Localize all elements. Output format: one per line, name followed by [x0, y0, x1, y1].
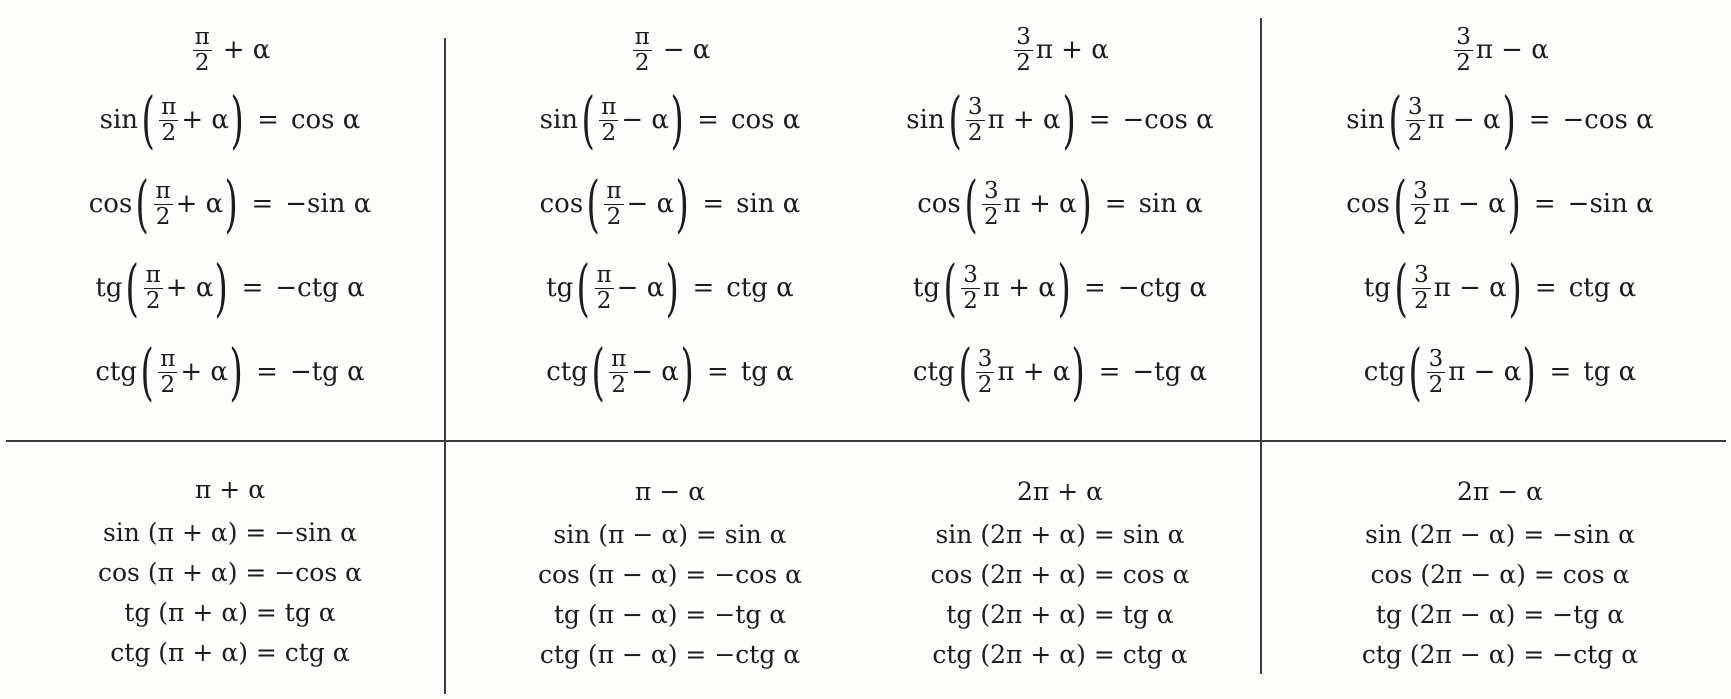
- formula-row: sin ( $\frac{\pi}{2}$ + α ) = cos α: [99, 83, 361, 156]
- top-col-pi-half-minus: [470, 22, 870, 414]
- formula-row: tg ( $\frac{\pi}{2}$ − α ) = ctg α: [546, 251, 794, 324]
- column-heading: $\frac{3}{2}$ π + α: [1016, 24, 1109, 76]
- bottom-col-pi-minus: [470, 468, 870, 674]
- formula-row: cos (2π − α) = cos α: [1370, 559, 1630, 589]
- formula-row: sin ( $\frac{\pi}{2}$ − α ) = cos α: [539, 83, 801, 156]
- column-heading: $\frac{3}{2}$ π − α: [1456, 24, 1549, 76]
- formula-row: sin (π − α) = sin α: [553, 519, 787, 549]
- formula-row: ctg (2π − α) = −ctg α: [1361, 639, 1639, 669]
- formula-row: cos ( $\frac{3}{2}$ π + α ) = sin α: [917, 167, 1203, 240]
- formula-row: sin (π + α) = −sin α: [102, 517, 358, 547]
- formula-row: tg (2π − α) = −tg α: [1375, 599, 1625, 629]
- formula-row: sin (2π − α) = −sin α: [1365, 519, 1635, 549]
- column-heading: $\frac{\pi}{2}$ − α: [634, 24, 711, 76]
- top-col-three-pi-half-plus: [860, 22, 1260, 414]
- formula-row: ctg ( $\frac{3}{2}$ π + α ) = −tg α: [912, 335, 1208, 408]
- vertical-divider-right: [1260, 18, 1262, 674]
- formula-row: tg (π − α) = −tg α: [553, 599, 787, 629]
- formula-row: sin (2π + α) = sin α: [935, 519, 1185, 549]
- formula-row: tg ( $\frac{3}{2}$ π − α ) = ctg α: [1363, 251, 1637, 324]
- column-heading: π − α: [634, 476, 706, 506]
- formula-row: ctg (2π + α) = ctg α: [932, 639, 1188, 669]
- formula-row: cos ( $\frac{3}{2}$ π − α ) = −sin α: [1346, 167, 1654, 240]
- column-heading: π + α: [194, 474, 266, 504]
- bottom-col-two-pi-minus: [1300, 468, 1700, 674]
- formula-row: ctg ( $\frac{\pi}{2}$ − α ) = tg α: [546, 335, 794, 408]
- formula-row: tg ( $\frac{\pi}{2}$ + α ) = −ctg α: [95, 251, 365, 324]
- fraction: $\frac{\pi}{2}$: [194, 24, 210, 76]
- vertical-divider-left: [444, 38, 446, 694]
- column-heading: 2π + α: [1016, 476, 1104, 506]
- top-col-three-pi-half-minus: [1300, 22, 1700, 414]
- bottom-col-two-pi-plus: [860, 468, 1260, 674]
- formula-row: cos ( $\frac{\pi}{2}$ + α ) = −sin α: [88, 167, 372, 240]
- bottom-col-pi-plus: [20, 466, 440, 672]
- formula-row: tg ( $\frac{3}{2}$ π + α ) = −ctg α: [912, 251, 1208, 324]
- column-heading: 2π − α: [1456, 476, 1544, 506]
- formula-row: sin ( $\frac{3}{2}$ π + α ) = −cos α: [906, 83, 1214, 156]
- formula-row: tg (π + α) = tg α: [124, 597, 336, 627]
- column-heading: $\frac{\pi}{2}$ + α: [194, 24, 271, 76]
- formula-row: cos (2π + α) = cos α: [930, 559, 1190, 589]
- formula-row: ctg (π + α) = ctg α: [110, 637, 350, 667]
- top-col-pi-half-plus: [20, 22, 440, 414]
- formula-row: cos (π − α) = −cos α: [538, 559, 802, 589]
- formula-row: cos ( $\frac{\pi}{2}$ − α ) = sin α: [539, 167, 801, 240]
- formula-row: ctg (π − α) = −ctg α: [539, 639, 801, 669]
- formula-row: ctg ( $\frac{\pi}{2}$ + α ) = −tg α: [95, 335, 365, 408]
- formula-row: sin ( $\frac{3}{2}$ π − α ) = −cos α: [1346, 83, 1654, 156]
- formula-row: tg (2π + α) = tg α: [946, 599, 1174, 629]
- formula-row: cos (π + α) = −cos α: [98, 557, 362, 587]
- formula-row: ctg ( $\frac{3}{2}$ π − α ) = tg α: [1363, 335, 1637, 408]
- horizontal-divider: [6, 440, 1726, 442]
